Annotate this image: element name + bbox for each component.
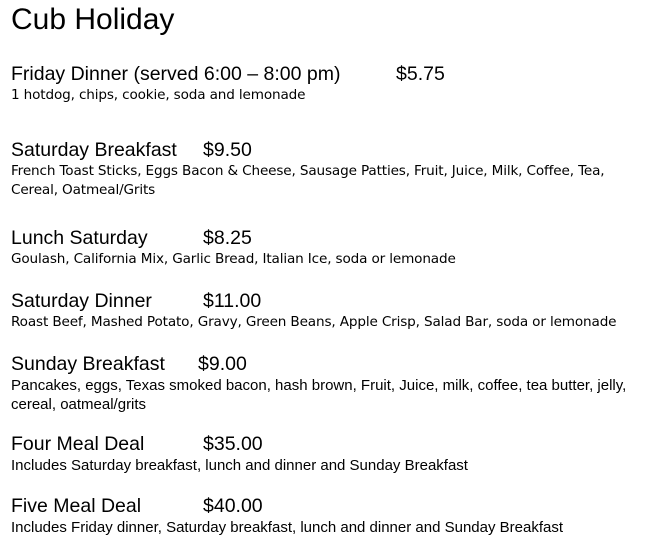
menu-item-price: $5.75	[396, 63, 445, 85]
menu-item-price: $8.25	[203, 227, 252, 249]
menu-item-name: Sunday Breakfast	[11, 353, 165, 375]
menu-item-price: $9.50	[203, 139, 252, 161]
menu-item-sunday-breakfast	[11, 352, 641, 414]
menu-item-name: Lunch Saturday	[11, 227, 148, 249]
menu-item-friday-dinner	[11, 62, 641, 105]
menu-item-description: French Toast Sticks, Eggs Bacon & Cheese, Sausage Patties, Fruit, Juice, Milk, Coffee, Tea, Cereal, Oatmeal/Grits	[11, 163, 605, 198]
menu-item-name: Saturday Breakfast	[11, 139, 177, 161]
menu-item-saturday-breakfast	[11, 138, 641, 200]
menu-item-four-meal-deal	[11, 432, 641, 475]
menu-item-heading	[11, 138, 641, 162]
menu-item-heading	[11, 352, 641, 376]
menu-item-price: $35.00	[203, 433, 263, 455]
menu-item-description: 1 hotdog, chips, cookie, soda and lemonade	[11, 87, 306, 103]
menu-item-name: Five Meal Deal	[11, 495, 142, 517]
menu-item-name: Four Meal Deal	[11, 433, 145, 455]
menu-item-name: Saturday Dinner	[11, 290, 152, 312]
menu-item-price: $9.00	[198, 353, 247, 375]
menu-item-description: Includes Saturday breakfast, lunch and dinner and Sunday Breakfast	[11, 457, 468, 474]
menu-item-heading	[11, 494, 641, 518]
menu-item-price: $11.00	[203, 290, 262, 312]
menu-item-description: Includes Friday dinner, Saturday breakfast, lunch and dinner and Sunday Breakfast	[11, 519, 564, 536]
menu-item-description: Goulash, California Mix, Garlic Bread, Italian Ice, soda or lemonade	[11, 251, 456, 267]
menu-item-price: $40.00	[203, 495, 263, 517]
menu-item-heading	[11, 289, 641, 313]
menu-item-heading	[11, 62, 641, 86]
menu-item-lunch-saturday	[11, 226, 641, 269]
menu-item-description: Pancakes, eggs, Texas smoked bacon, hash brown, Fruit, Juice, milk, coffee, tea butter, jelly, cereal, oatmeal/grits	[11, 377, 627, 413]
page-title: Cub Holiday	[11, 3, 175, 36]
menu-item-heading	[11, 226, 641, 250]
menu-item-five-meal-deal	[11, 494, 641, 537]
menu-item-description: Roast Beef, Mashed Potato, Gravy, Green Beans, Apple Crisp, Salad Bar, soda or lemonade	[11, 314, 617, 330]
menu-item-saturday-dinner	[11, 289, 641, 332]
menu-item-heading	[11, 432, 641, 456]
menu-item-name: Friday Dinner (served 6:00 – 8:00 pm)	[11, 63, 341, 85]
